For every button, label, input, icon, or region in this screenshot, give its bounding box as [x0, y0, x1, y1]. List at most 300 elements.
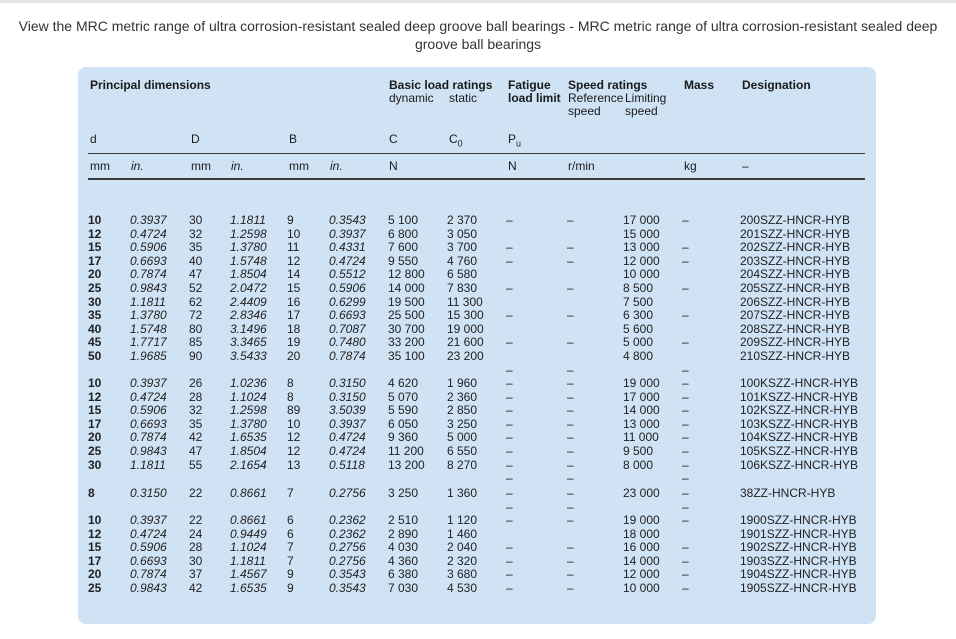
dash-reference-speed: – — [567, 335, 574, 350]
table-row — [78, 528, 876, 542]
dash-fatigue: – — [506, 553, 513, 568]
cell-d: 15 — [88, 240, 102, 255]
cell-B: 10 — [287, 226, 301, 241]
cell-C0: 19 000 — [447, 321, 484, 336]
cell-B-in: 0.2756 — [329, 486, 366, 500]
dash-reference-speed: – — [567, 308, 574, 323]
cell-designation: 102KSZZ-HNCR-HYB — [740, 403, 859, 418]
cell-d-in: 0.5906 — [130, 540, 167, 555]
table-row — [78, 241, 876, 255]
cell-D-in: 1.4567 — [230, 567, 267, 582]
cell-C0: 2 360 — [447, 389, 478, 404]
dash-mass: – — [682, 335, 689, 350]
cell-D-in: 1.2598 — [230, 403, 267, 418]
dash-reference-speed: – — [567, 376, 574, 390]
cell-C: 2 890 — [388, 526, 419, 541]
table-row — [78, 418, 876, 432]
cell-limiting-speed: 9 500 — [623, 444, 654, 458]
cell-d-in: 0.4724 — [130, 389, 167, 404]
cell-D: 42 — [189, 430, 203, 445]
cell-C0: 21 600 — [447, 335, 484, 350]
cell-designation: 204SZZ-HNCR-HYB — [740, 267, 851, 282]
dash-reference-speed: – — [567, 471, 574, 486]
cell-d-in: 1.9685 — [130, 349, 167, 363]
cell-d: 30 — [88, 294, 102, 309]
cell-B-in: 0.3937 — [329, 226, 366, 241]
cell-C0: 7 830 — [447, 281, 478, 295]
table-row — [78, 214, 876, 228]
dash-mass: – — [682, 213, 689, 227]
cell-C: 33 200 — [388, 335, 425, 350]
cell-d: 12 — [88, 226, 102, 241]
dash-fatigue: – — [506, 513, 513, 527]
cell-d-in: 1.5748 — [130, 321, 167, 336]
cell-D: 47 — [189, 267, 203, 282]
cell-C: 5 100 — [388, 213, 419, 227]
cell-designation: 206SZZ-HNCR-HYB — [740, 294, 851, 309]
dash-mass: – — [682, 403, 689, 418]
cell-B-in: 0.7874 — [329, 349, 366, 363]
cell-D-in: 1.6535 — [230, 430, 267, 445]
top-divider — [0, 0, 956, 3]
cell-D: 42 — [189, 581, 203, 595]
cell-designation: 210SZZ-HNCR-HYB — [740, 349, 851, 363]
table-row — [78, 431, 876, 445]
cell-C0: 4 530 — [447, 581, 478, 595]
cell-limiting-speed: 8 500 — [623, 281, 654, 295]
unit-Pu-N: N — [508, 159, 517, 173]
cell-C: 2 510 — [388, 513, 419, 527]
header-principal-dimensions: Principal dimensions — [90, 78, 211, 92]
cell-limiting-speed: 13 000 — [623, 416, 660, 431]
cell-D-in: 1.0236 — [230, 376, 267, 390]
cell-d-in: 0.7874 — [130, 267, 167, 282]
header-reference: Reference — [568, 91, 624, 105]
cell-limiting-speed: 10 000 — [623, 267, 660, 282]
cell-d: 20 — [88, 430, 102, 445]
dash-mass: – — [682, 471, 689, 486]
cell-D-in: 1.8504 — [230, 444, 267, 458]
cell-B: 17 — [287, 308, 301, 323]
table-row — [78, 255, 876, 269]
cell-d-in: 0.5906 — [130, 240, 167, 255]
cell-B-in: 0.3543 — [329, 213, 366, 227]
dash-mass: – — [682, 553, 689, 568]
cell-designation: 202SZZ-HNCR-HYB — [740, 240, 851, 255]
cell-d-in: 0.3937 — [130, 213, 167, 227]
cell-B: 7 — [287, 553, 294, 568]
cell-B-in: 0.2756 — [329, 540, 366, 555]
cell-d-in: 0.9843 — [130, 444, 167, 458]
cell-limiting-speed: 14 000 — [623, 553, 660, 568]
dash-fatigue: – — [506, 444, 513, 458]
cell-d: 17 — [88, 416, 102, 431]
cell-limiting-speed: 11 000 — [623, 430, 659, 445]
cell-limiting-speed: 4 800 — [623, 349, 654, 363]
cell-designation: 100KSZZ-HNCR-HYB — [740, 376, 859, 390]
header-mass: Mass — [684, 78, 715, 92]
cell-C0: 2 040 — [447, 540, 478, 555]
cell-D: 22 — [189, 513, 203, 527]
cell-B: 12 — [287, 253, 301, 268]
dash-fatigue: – — [506, 253, 513, 268]
dash-reference-speed: – — [567, 253, 574, 268]
symbol-C0: $C_0$ — [449, 132, 463, 149]
table-row — [78, 309, 876, 323]
cell-d-in: 0.4724 — [130, 526, 167, 541]
dash-mass: – — [682, 513, 689, 527]
dash-mass: – — [682, 253, 689, 268]
cell-D: 28 — [189, 389, 203, 404]
table-row — [78, 336, 876, 350]
cell-C0: 3 250 — [447, 416, 478, 431]
header-load-limit: load limit — [508, 91, 561, 105]
cell-B-in: 0.6693 — [329, 308, 366, 323]
cell-d-in: 0.6693 — [130, 416, 167, 431]
table-row — [78, 568, 876, 582]
dash-reference-speed: – — [567, 240, 574, 255]
cell-B: 6 — [287, 526, 294, 541]
cell-limiting-speed: 16 000 — [623, 540, 660, 555]
cell-designation: 208SZZ-HNCR-HYB — [740, 321, 851, 336]
cell-D: 30 — [189, 213, 203, 227]
cell-B: 7 — [287, 540, 294, 555]
cell-designation: 105KSZZ-HNCR-HYB — [740, 444, 859, 458]
cell-B: 8 — [287, 376, 294, 390]
cell-d: 25 — [88, 444, 102, 458]
table-row — [78, 404, 876, 418]
cell-C: 25 500 — [388, 308, 425, 323]
cell-D-in: 3.5433 — [230, 349, 267, 363]
header-divider-thin — [88, 153, 865, 154]
header-reference-speed: speed — [568, 104, 601, 118]
cell-D: 24 — [189, 526, 203, 541]
cell-D: 35 — [189, 416, 203, 431]
table-row — [78, 377, 876, 391]
cell-d: 10 — [88, 513, 102, 527]
dash-fatigue: – — [506, 335, 513, 350]
dash-mass: – — [682, 500, 689, 514]
cell-d: 50 — [88, 349, 102, 363]
cell-B-in: 0.4331 — [329, 240, 366, 255]
cell-C0: 2 320 — [447, 553, 478, 568]
cell-D-in: 3.3465 — [230, 335, 267, 350]
cell-d-in: 1.1811 — [130, 294, 166, 309]
cell-D: 80 — [189, 321, 203, 336]
symbol-d: d — [90, 132, 97, 146]
cell-D-in: 0.8661 — [230, 513, 267, 527]
cell-C0: 3 700 — [447, 240, 478, 255]
dash-mass: – — [682, 580, 689, 595]
cell-limiting-speed: 5 600 — [623, 321, 654, 336]
dash-reference-speed: – — [567, 389, 574, 404]
cell-D: 47 — [189, 444, 203, 458]
table-row — [78, 282, 876, 296]
cell-d-in: 1.3780 — [130, 308, 167, 323]
cell-d-in: 0.9843 — [130, 281, 167, 295]
cell-C: 4 620 — [388, 376, 419, 390]
cell-D-in: 1.2598 — [230, 226, 267, 241]
header-divider-thick — [88, 178, 865, 180]
cell-d: 12 — [88, 389, 102, 404]
dash-mass: – — [682, 486, 689, 500]
cell-B: 15 — [287, 281, 301, 295]
cell-limiting-speed: 17 000 — [623, 389, 660, 404]
dash-fatigue: – — [506, 540, 513, 555]
header-static: static — [449, 91, 478, 105]
cell-D-in: 1.1024 — [230, 540, 267, 555]
cell-C: 14 000 — [388, 281, 425, 295]
cell-C: 7 600 — [388, 240, 419, 255]
dash-reference-speed: – — [567, 444, 574, 458]
table-row — [78, 514, 876, 528]
cell-C: 4 360 — [388, 553, 419, 568]
dash-fatigue: – — [506, 486, 513, 500]
cell-D: 30 — [189, 553, 203, 568]
cell-d: 35 — [88, 308, 102, 323]
cell-limiting-speed: 13 000 — [623, 240, 660, 255]
cell-C: 19 500 — [388, 294, 425, 309]
dash-mass: – — [682, 376, 689, 390]
cell-D-in: 1.1024 — [230, 389, 267, 404]
cell-B: 16 — [287, 294, 301, 309]
cell-d-in: 0.7874 — [130, 430, 167, 445]
cell-C0: 2 850 — [447, 403, 478, 418]
cell-D: 72 — [189, 308, 203, 323]
cell-designation: 203SZZ-HNCR-HYB — [740, 253, 851, 268]
cell-d: 15 — [88, 403, 102, 418]
unit-B-in: in. — [330, 159, 343, 173]
dash-mass: – — [682, 240, 689, 255]
cell-B-in: 0.4724 — [329, 444, 366, 458]
cell-B: 7 — [287, 486, 294, 500]
cell-d: 30 — [88, 457, 102, 472]
dash-fatigue: – — [506, 362, 513, 377]
cell-d-in: 0.9843 — [130, 581, 167, 595]
cell-d-in: 0.3150 — [130, 486, 167, 500]
dash-fatigue: – — [506, 500, 513, 514]
table-row — [78, 459, 876, 473]
cell-B-in: 3.5039 — [329, 403, 366, 418]
header-limiting: Limiting — [625, 91, 667, 105]
cell-C: 9 360 — [388, 430, 419, 445]
cell-designation: 101KSZZ-HNCR-HYB — [740, 389, 859, 404]
cell-C: 5 070 — [388, 389, 419, 404]
dash-reference-speed: – — [567, 486, 574, 500]
cell-B: 18 — [287, 321, 301, 336]
table-row — [78, 582, 876, 596]
cell-D-in: 1.6535 — [230, 581, 267, 595]
cell-C: 12 800 — [388, 267, 425, 282]
cell-C0: 3 050 — [447, 226, 478, 241]
cell-B: 10 — [287, 416, 301, 431]
cell-limiting-speed: 18 000 — [623, 526, 660, 541]
cell-D: 55 — [189, 457, 203, 472]
cell-D-in: 3.1496 — [230, 321, 267, 336]
cell-D: 32 — [189, 403, 203, 418]
dash-reference-speed: – — [567, 513, 574, 527]
cell-d: 20 — [88, 567, 102, 582]
cell-D-in: 0.9449 — [230, 526, 267, 541]
cell-B-in: 0.3150 — [329, 389, 366, 404]
dash-fatigue: – — [506, 281, 513, 295]
table-row — [78, 487, 876, 501]
dash-mass: – — [682, 416, 689, 431]
cell-d: 8 — [88, 486, 95, 500]
dash-mass: – — [682, 308, 689, 323]
cell-d-in: 0.7874 — [130, 567, 167, 582]
cell-C0: 1 360 — [447, 486, 478, 500]
cell-D-in: 1.3780 — [230, 240, 267, 255]
cell-B: 20 — [287, 349, 301, 363]
cell-C0: 15 300 — [447, 308, 484, 323]
symbol-D: D — [191, 132, 200, 146]
cell-designation: 1900SZZ-HNCR-HYB — [740, 513, 857, 527]
cell-designation: 207SZZ-HNCR-HYB — [740, 308, 851, 323]
dash-mass: – — [682, 362, 689, 377]
cell-B-in: 0.3937 — [329, 416, 366, 431]
cell-B: 14 — [287, 267, 301, 282]
cell-designation: 205SZZ-HNCR-HYB — [740, 281, 851, 295]
cell-D-in: 1.5748 — [230, 253, 267, 268]
symbol-C: C — [389, 132, 398, 146]
cell-C0: 23 200 — [447, 349, 484, 363]
unit-d-mm: mm — [90, 159, 110, 173]
cell-D: 62 — [189, 294, 203, 309]
cell-designation: 104KSZZ-HNCR-HYB — [740, 430, 859, 445]
cell-limiting-speed: 14 000 — [623, 403, 660, 418]
cell-limiting-speed: 8 000 — [623, 457, 654, 472]
cell-d: 45 — [88, 335, 102, 350]
cell-D: 28 — [189, 540, 203, 555]
header-fatigue: Fatigue — [508, 78, 551, 92]
cell-B-in: 0.5906 — [329, 281, 366, 295]
cell-B: 19 — [287, 335, 301, 350]
dash-reference-speed: – — [567, 567, 574, 582]
cell-d: 17 — [88, 553, 102, 568]
cell-D-in: 2.1654 — [230, 457, 267, 472]
dash-fatigue: – — [506, 471, 513, 486]
dash-mass: – — [682, 457, 689, 472]
dash-fatigue: – — [506, 389, 513, 404]
dash-reference-speed: – — [567, 457, 574, 472]
dash-mass: – — [682, 389, 689, 404]
cell-B: 89 — [287, 403, 301, 418]
unit-designation-dash: – — [742, 159, 749, 173]
cell-designation: 1903SZZ-HNCR-HYB — [740, 553, 857, 568]
cell-B-in: 0.3543 — [329, 581, 366, 595]
dash-reference-speed: – — [567, 430, 574, 445]
table-row — [78, 555, 876, 569]
cell-C: 3 250 — [388, 486, 419, 500]
dash-reference-speed: – — [567, 500, 574, 514]
cell-d: 40 — [88, 321, 102, 336]
unit-B-mm: mm — [289, 159, 309, 173]
dash-reference-speed: – — [567, 540, 574, 555]
cell-limiting-speed: 12 000 — [623, 567, 660, 582]
dash-fatigue: – — [506, 416, 513, 431]
cell-C: 35 100 — [388, 349, 425, 363]
cell-d: 25 — [88, 281, 102, 295]
cell-D-in: 2.8346 — [230, 308, 267, 323]
cell-B-in: 0.5118 — [329, 457, 365, 472]
cell-B-in: 0.7087 — [329, 321, 366, 336]
cell-D-in: 1.3780 — [230, 416, 267, 431]
cell-B: 8 — [287, 389, 294, 404]
cell-limiting-speed: 6 300 — [623, 308, 654, 323]
cell-B: 6 — [287, 513, 294, 527]
cell-D-in: 2.4409 — [230, 294, 267, 309]
cell-d-in: 0.6693 — [130, 553, 167, 568]
cell-B-in: 0.6299 — [329, 294, 366, 309]
cell-D: 90 — [189, 349, 203, 363]
cell-C: 7 030 — [388, 581, 419, 595]
cell-d: 15 — [88, 540, 102, 555]
header-speed-ratings: Speed ratings — [568, 78, 648, 92]
cell-D: 52 — [189, 281, 203, 295]
dash-mass: – — [682, 540, 689, 555]
dash-fatigue: – — [506, 240, 513, 255]
cell-designation: 38ZZ-HNCR-HYB — [740, 486, 836, 500]
symbol-Pu: $P_u$ — [508, 132, 522, 149]
cell-d: 25 — [88, 581, 102, 595]
dash-fatigue: – — [506, 567, 513, 582]
cell-limiting-speed: 23 000 — [623, 486, 660, 500]
table-row — [78, 541, 876, 555]
cell-d-in: 1.7717 — [130, 335, 167, 350]
dash-reference-speed: – — [567, 416, 574, 431]
cell-limiting-speed: 19 000 — [623, 513, 660, 527]
dash-reference-speed: – — [567, 362, 574, 377]
header-dynamic: dynamic — [389, 91, 434, 105]
cell-B: 12 — [287, 430, 301, 445]
cell-C: 6 050 — [388, 416, 419, 431]
dash-fatigue: – — [506, 308, 513, 323]
cell-designation: 1905SZZ-HNCR-HYB — [740, 581, 857, 595]
cell-C: 4 030 — [388, 540, 419, 555]
cell-d-in: 0.3937 — [130, 376, 167, 390]
cell-limiting-speed: 17 000 — [623, 213, 660, 227]
dash-reference-speed: – — [567, 281, 574, 295]
cell-d: 20 — [88, 267, 102, 282]
dash-fatigue: – — [506, 580, 513, 595]
cell-C0: 1 120 — [447, 513, 478, 527]
table-row — [78, 445, 876, 459]
unit-D-in: in. — [231, 159, 244, 173]
cell-d-in: 1.1811 — [130, 457, 166, 472]
cell-designation: 200SZZ-HNCR-HYB — [740, 213, 851, 227]
cell-B-in: 0.7480 — [329, 335, 366, 350]
cell-C: 6 380 — [388, 567, 419, 582]
cell-D: 40 — [189, 253, 203, 268]
cell-designation: 1902SZZ-HNCR-HYB — [740, 540, 857, 555]
cell-C0: 1 460 — [447, 526, 478, 541]
cell-designation: 1904SZZ-HNCR-HYB — [740, 567, 857, 582]
cell-d: 12 — [88, 526, 102, 541]
cell-B: 9 — [287, 581, 294, 595]
cell-C0: 6 550 — [447, 444, 478, 458]
cell-D-in: 0.8661 — [230, 486, 267, 500]
cell-D: 26 — [189, 376, 203, 390]
cell-D: 85 — [189, 335, 203, 350]
unit-D-mm: mm — [191, 159, 211, 173]
cell-C0: 1 960 — [447, 376, 478, 390]
cell-B-in: 0.3543 — [329, 567, 366, 582]
unit-C-N: N — [389, 159, 398, 173]
unit-d-in: in. — [131, 159, 144, 173]
table-row — [78, 350, 876, 364]
cell-B: 11 — [287, 240, 300, 255]
